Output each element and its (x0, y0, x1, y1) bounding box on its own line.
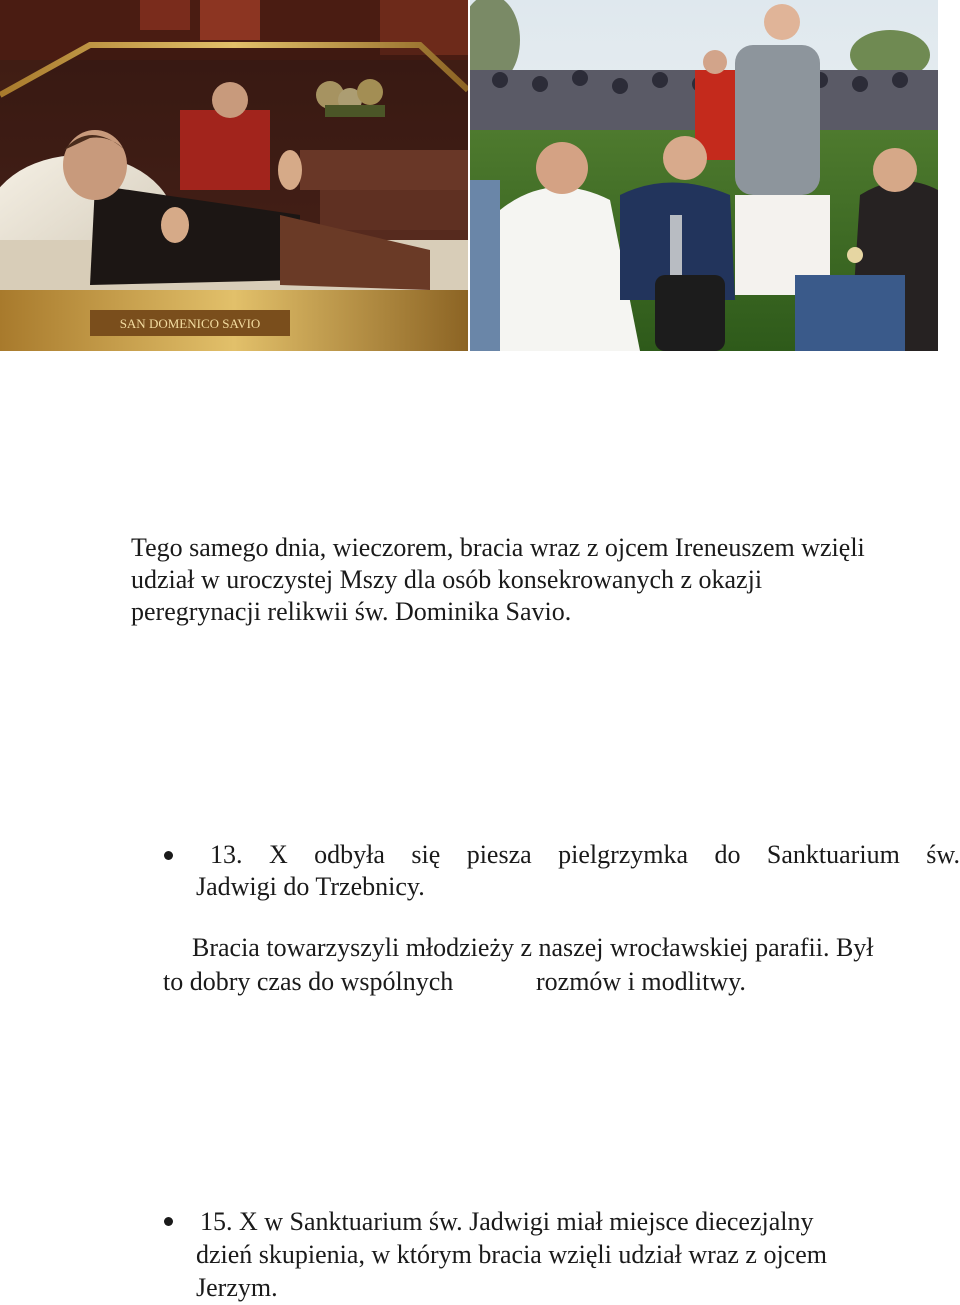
paragraph-line: peregrynacji relikwii św. Dominika Savio. (131, 597, 572, 626)
word: piesza (466, 840, 532, 869)
bullet-icon (164, 851, 173, 860)
word: Sanktuarium (766, 840, 900, 869)
word: 13. (210, 840, 243, 869)
pilgrimage-photo (470, 0, 938, 351)
reliquary-photo-icon (0, 0, 468, 351)
list-item-line: Jerzym. (196, 1273, 278, 1302)
word: pielgrzymka (558, 840, 689, 869)
word: X (268, 840, 288, 869)
paragraph-line: Tego samego dnia, wieczorem, bracia wraz z ojcem Ireneuszem wzięli (131, 533, 865, 562)
word: do (714, 840, 741, 869)
bullet-icon (164, 1217, 173, 1226)
list-item-line: 15. X w Sanktuarium św. Jadwigi miał miejsce diecezjalny (200, 1207, 814, 1236)
paragraph-youth-line-2-part-1: to dobry czas do wspólnych (163, 967, 454, 996)
list-item-line: dzień skupienia, w którym bracia wzięli udział wraz z ojcem (196, 1240, 827, 1269)
paragraph-line: udział w uroczystej Mszy dla osób konsekrowanych z okazji (131, 565, 763, 594)
list-item-15 (196, 1205, 827, 1304)
paragraph-consecrated-mass (131, 532, 865, 628)
paragraph-youth-line-1: Bracia towarzyszyli młodzieży z naszej wrocławskiej parafii. Był (192, 933, 874, 962)
relics-photo (0, 0, 468, 351)
word: się (411, 840, 441, 869)
paragraph-youth-line-2-part-2: rozmów i modlitwy. (536, 967, 746, 996)
word: odbyła (314, 840, 385, 869)
list-item-13-line-2: Jadwigi do Trzebnicy. (196, 872, 425, 901)
pilgrims-photo-icon (470, 0, 938, 351)
word: św. (926, 840, 960, 869)
svg-text:SAN DOMENICO SAVIO: SAN DOMENICO SAVIO (119, 316, 261, 331)
list-item-13-line-1 (210, 839, 960, 871)
